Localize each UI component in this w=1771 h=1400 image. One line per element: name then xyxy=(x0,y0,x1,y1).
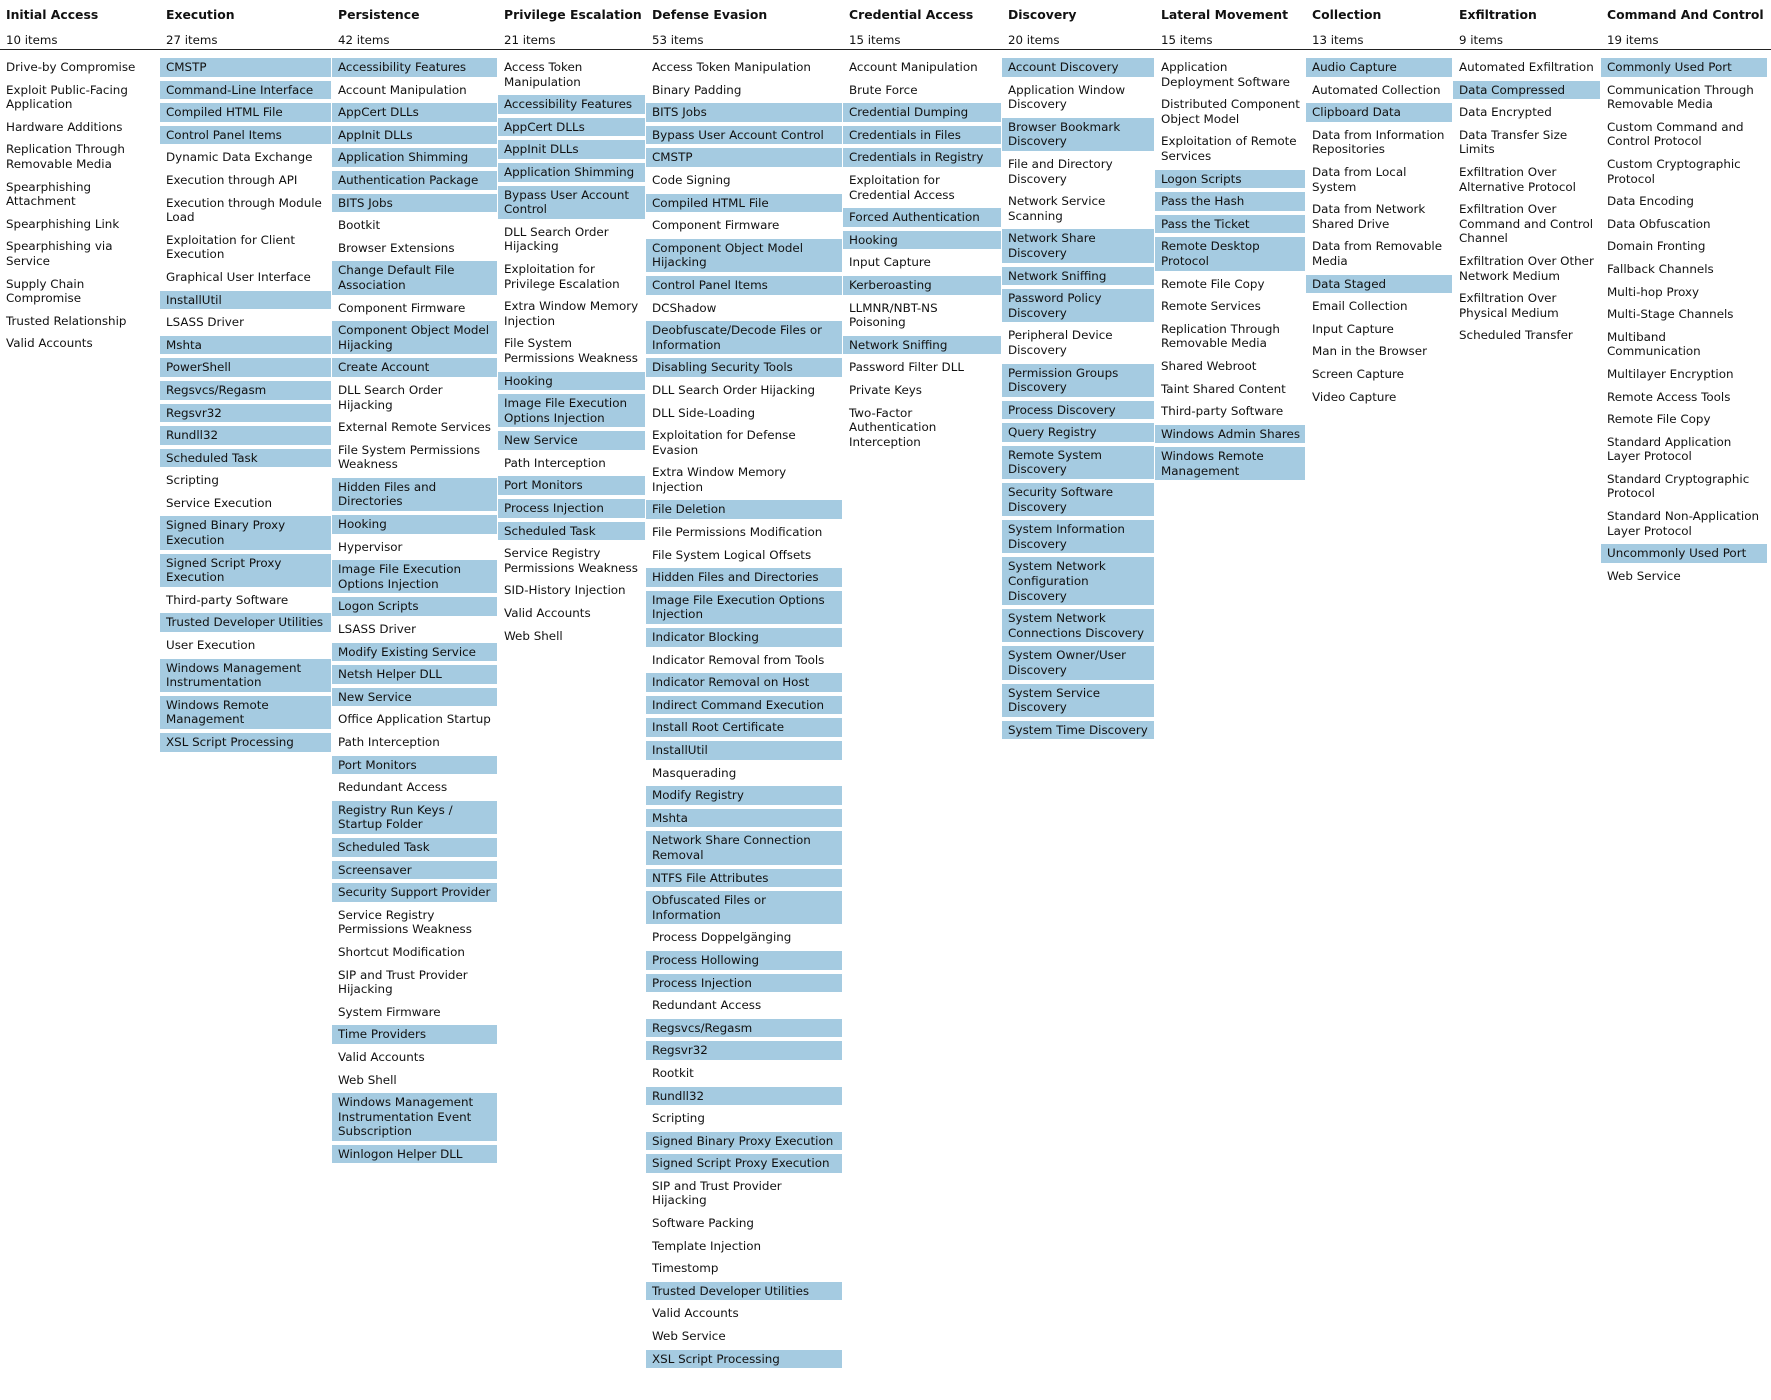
technique-cell[interactable]: Video Capture xyxy=(1312,389,1397,404)
technique-cell[interactable]: Exploitation for Defense Evasion xyxy=(652,428,796,457)
technique-cell[interactable]: DLL Side-Loading xyxy=(652,405,756,420)
technique-cell[interactable]: Shared Webroot xyxy=(1161,358,1257,373)
technique-list xyxy=(646,58,842,1372)
technique-cell-highlighted[interactable]: Process Discovery xyxy=(1002,401,1154,420)
technique-cell[interactable]: Data Transfer Size Limits xyxy=(1459,127,1568,157)
technique-cell[interactable]: Component Firmware xyxy=(338,300,466,315)
technique-cell[interactable]: SIP and Trust Provider Hijacking xyxy=(338,967,468,997)
technique-list xyxy=(1453,58,1600,349)
technique-cell[interactable]: Extra Window Memory Injection xyxy=(504,299,639,328)
technique-cell[interactable]: Code Signing xyxy=(652,172,731,187)
tactic-count: 15 items xyxy=(849,33,901,47)
technique-cell-highlighted[interactable]: AppCert DLLs xyxy=(332,103,497,122)
technique-cell[interactable]: Brute Force xyxy=(849,82,918,97)
technique-cell[interactable]: Execution through API xyxy=(166,172,298,187)
technique-cell[interactable]: Input Capture xyxy=(1312,321,1394,336)
technique-cell-highlighted[interactable]: Signed Script Proxy Execution xyxy=(646,1154,842,1173)
technique-cell-highlighted[interactable]: Process Injection xyxy=(498,499,645,518)
tactic-count: 20 items xyxy=(1008,33,1060,47)
technique-cell[interactable]: Standard Application Layer Protocol xyxy=(1607,434,1732,464)
technique-cell-highlighted[interactable]: NTFS File Attributes xyxy=(646,869,842,888)
tactic-count: 9 items xyxy=(1459,33,1504,47)
technique-cell[interactable]: Email Collection xyxy=(1312,299,1408,314)
technique-cell[interactable]: Exfiltration Over Alternative Protocol xyxy=(1459,164,1576,194)
tactic-title: Privilege Escalation xyxy=(504,7,642,22)
technique-cell-highlighted[interactable]: Query Registry xyxy=(1002,423,1154,442)
technique-cell[interactable]: Office Application Startup xyxy=(338,712,491,727)
technique-cell[interactable]: Input Capture xyxy=(849,255,931,270)
technique-cell[interactable]: Exploitation for Client Execution xyxy=(166,232,296,262)
technique-cell[interactable]: Access Token Manipulation xyxy=(504,60,583,89)
technique-cell-highlighted[interactable]: Application Shimming xyxy=(332,148,497,167)
tactic-count: 15 items xyxy=(1161,33,1213,47)
technique-cell-highlighted[interactable]: Winlogon Helper DLL xyxy=(332,1145,497,1164)
technique-list xyxy=(332,58,497,1167)
technique-cell[interactable]: Private Keys xyxy=(849,382,922,397)
technique-cell[interactable]: Web Shell xyxy=(338,1072,397,1087)
technique-cell[interactable]: Access Token Manipulation xyxy=(652,60,811,74)
tactic-title: Exfiltration xyxy=(1459,7,1537,22)
technique-cell-highlighted[interactable]: Regsvcs/Regasm xyxy=(646,1019,842,1038)
technique-cell[interactable]: Binary Padding xyxy=(652,82,742,97)
technique-cell[interactable]: Spearphishing Attachment xyxy=(6,179,92,209)
technique-cell-highlighted[interactable]: Hooking xyxy=(843,231,1001,250)
tactic-title: Discovery xyxy=(1008,7,1077,22)
technique-cell-highlighted[interactable]: Control Panel Items xyxy=(646,276,842,295)
technique-cell[interactable]: Password Filter DLL xyxy=(849,360,964,375)
technique-cell[interactable]: Template Injection xyxy=(652,1238,762,1253)
technique-cell[interactable]: File and Directory Discovery xyxy=(1008,156,1113,186)
technique-cell[interactable]: File Permissions Modification xyxy=(652,525,823,540)
technique-cell[interactable]: Screen Capture xyxy=(1312,366,1404,381)
technique-cell[interactable]: Remote Services xyxy=(1161,299,1261,314)
technique-cell-highlighted[interactable]: Bypass User Account Control xyxy=(498,186,645,219)
technique-cell-highlighted[interactable]: Rundll32 xyxy=(646,1087,842,1106)
technique-cell[interactable]: Exploitation for Privilege Escalation xyxy=(504,261,620,291)
tactic-count: 10 items xyxy=(6,33,58,47)
technique-cell[interactable]: LSASS Driver xyxy=(166,315,244,330)
header-divider xyxy=(0,49,1771,50)
technique-cell-highlighted[interactable]: System Service Discovery xyxy=(1002,684,1154,717)
technique-cell-highlighted[interactable]: Browser Bookmark Discovery xyxy=(1002,118,1154,151)
technique-cell[interactable]: Service Registry Permissions Weakness xyxy=(338,907,472,937)
technique-cell-highlighted[interactable]: Hooking xyxy=(332,515,497,534)
technique-cell[interactable]: Data from Removable Media xyxy=(1312,239,1443,268)
technique-cell-highlighted[interactable]: Scheduled Task xyxy=(332,838,497,857)
technique-cell-highlighted[interactable]: Remote Desktop Protocol xyxy=(1155,237,1305,270)
technique-cell[interactable]: Multilayer Encryption xyxy=(1607,366,1734,381)
technique-cell[interactable]: LLMNR/NBT-NS Poisoning xyxy=(849,300,938,330)
technique-list xyxy=(160,58,331,756)
technique-cell-highlighted[interactable]: System Network Connections Discovery xyxy=(1002,609,1154,642)
technique-cell-highlighted[interactable]: Indicator Removal on Host xyxy=(646,673,842,692)
technique-cell-highlighted[interactable]: Authentication Package xyxy=(332,171,497,190)
technique-cell[interactable]: Bootkit xyxy=(338,218,381,233)
technique-cell[interactable]: Data Obfuscation xyxy=(1607,216,1711,231)
technique-cell[interactable]: Standard Cryptographic Protocol xyxy=(1607,471,1750,501)
technique-cell-highlighted[interactable]: PowerShell xyxy=(160,358,331,377)
technique-cell[interactable]: Multi-hop Proxy xyxy=(1607,284,1700,299)
technique-cell[interactable]: Taint Shared Content xyxy=(1161,381,1286,396)
technique-cell[interactable]: Scripting xyxy=(652,1111,705,1126)
technique-cell-highlighted[interactable]: System Information Discovery xyxy=(1002,520,1154,553)
technique-cell[interactable]: Multiband Communication xyxy=(1607,329,1701,359)
technique-cell[interactable]: Valid Accounts xyxy=(652,1306,739,1321)
technique-cell[interactable]: Automated Collection xyxy=(1312,82,1441,97)
technique-cell-highlighted[interactable]: Scheduled Task xyxy=(498,522,645,541)
tactic-title: Execution xyxy=(166,7,235,22)
technique-cell-highlighted[interactable]: Pass the Ticket xyxy=(1155,215,1305,234)
technique-cell-highlighted[interactable]: BITS Jobs xyxy=(332,194,497,213)
technique-cell[interactable]: Timestomp xyxy=(652,1261,719,1276)
technique-cell[interactable]: Spearphishing Link xyxy=(6,216,120,231)
technique-cell-highlighted[interactable]: XSL Script Processing xyxy=(646,1350,842,1369)
technique-cell-highlighted[interactable]: Signed Binary Proxy Execution xyxy=(646,1132,842,1151)
tactic-count: 27 items xyxy=(166,33,218,47)
technique-cell-highlighted[interactable]: Commonly Used Port xyxy=(1601,58,1767,77)
technique-cell[interactable]: Peripheral Device Discovery xyxy=(1008,328,1113,357)
technique-cell[interactable]: Replication Through Removable Media xyxy=(6,142,125,171)
tactic-count: 53 items xyxy=(652,33,704,47)
tactic-title: Lateral Movement xyxy=(1161,7,1288,22)
tactic-count: 21 items xyxy=(504,33,556,47)
technique-cell-highlighted[interactable]: New Service xyxy=(332,688,497,707)
technique-list xyxy=(0,58,157,357)
technique-cell-highlighted[interactable]: Logon Scripts xyxy=(332,597,497,616)
technique-cell[interactable]: Man in the Browser xyxy=(1312,344,1427,359)
technique-cell[interactable]: Custom Command and Control Protocol xyxy=(1607,119,1744,149)
technique-cell-highlighted[interactable]: Hooking xyxy=(498,372,645,391)
technique-cell[interactable]: User Execution xyxy=(166,638,256,653)
technique-cell-highlighted[interactable]: Regsvr32 xyxy=(646,1041,842,1060)
technique-cell-highlighted[interactable]: Uncommonly Used Port xyxy=(1601,544,1767,563)
technique-cell[interactable]: Service Registry Permissions Weakness xyxy=(504,546,638,575)
technique-cell-highlighted[interactable]: Image File Execution Options Injection xyxy=(498,394,645,427)
technique-cell-highlighted[interactable]: Credentials in Registry xyxy=(843,148,1001,167)
technique-cell-highlighted[interactable]: Disabling Security Tools xyxy=(646,358,842,377)
technique-cell-highlighted[interactable]: AppInit DLLs xyxy=(498,140,645,159)
technique-cell-highlighted[interactable]: Rundll32 xyxy=(160,426,331,445)
tactic-count: 42 items xyxy=(338,33,390,47)
technique-cell-highlighted[interactable]: Security Software Discovery xyxy=(1002,483,1154,516)
technique-cell-highlighted[interactable]: Remote System Discovery xyxy=(1002,446,1154,479)
technique-cell[interactable]: Third-party Software xyxy=(1161,404,1284,419)
technique-cell-highlighted[interactable]: Process Injection xyxy=(646,974,842,993)
technique-cell[interactable]: SID-History Injection xyxy=(504,583,626,598)
technique-cell-highlighted[interactable]: Windows Remote Management xyxy=(1155,447,1305,480)
tactic-count: 19 items xyxy=(1607,33,1659,47)
technique-cell[interactable]: DCShadow xyxy=(652,300,717,315)
technique-cell[interactable]: Remote File Copy xyxy=(1161,276,1265,291)
tactic-title: Defense Evasion xyxy=(652,7,768,22)
technique-cell-highlighted[interactable]: Modify Registry xyxy=(646,786,842,805)
technique-cell-highlighted[interactable]: Mshta xyxy=(160,336,331,355)
technique-cell[interactable]: Browser Extensions xyxy=(338,240,455,255)
technique-cell[interactable]: Data Encrypted xyxy=(1459,105,1552,120)
technique-cell-highlighted[interactable]: Network Sniffing xyxy=(1002,267,1154,286)
technique-list xyxy=(1601,58,1767,589)
technique-cell-highlighted[interactable]: Account Discovery xyxy=(1002,58,1154,77)
technique-cell-highlighted[interactable]: Data Staged xyxy=(1306,275,1452,294)
technique-cell-highlighted[interactable]: Clipboard Data xyxy=(1306,103,1452,122)
technique-cell[interactable]: Remote Access Tools xyxy=(1607,389,1731,404)
technique-cell-highlighted[interactable]: Indicator Blocking xyxy=(646,628,842,647)
technique-cell-highlighted[interactable]: Credential Dumping xyxy=(843,103,1001,122)
technique-cell[interactable]: Component Firmware xyxy=(652,218,780,233)
technique-cell-highlighted[interactable]: Port Monitors xyxy=(332,756,497,775)
technique-cell-highlighted[interactable]: Regsvr32 xyxy=(160,404,331,423)
technique-cell[interactable]: Path Interception xyxy=(338,735,440,749)
technique-list xyxy=(1002,58,1154,743)
technique-cell-highlighted[interactable]: Time Providers xyxy=(332,1025,497,1044)
technique-cell[interactable]: External Remote Services xyxy=(338,420,491,435)
technique-cell[interactable]: Service Execution xyxy=(166,495,273,510)
technique-cell[interactable]: LSASS Driver xyxy=(338,622,416,637)
technique-cell[interactable]: Hardware Additions xyxy=(6,119,123,134)
technique-cell-highlighted[interactable]: Hidden Files and Directories xyxy=(332,478,497,511)
technique-cell-highlighted[interactable]: Windows Remote Management xyxy=(160,696,331,729)
technique-cell[interactable]: Indicator Removal from Tools xyxy=(652,652,825,667)
tactic-title: Initial Access xyxy=(6,7,99,22)
technique-cell[interactable]: Shortcut Modification xyxy=(338,944,465,959)
technique-cell-highlighted[interactable]: Scheduled Task xyxy=(160,449,331,468)
technique-cell[interactable]: Scripting xyxy=(166,473,219,488)
technique-cell-highlighted[interactable]: Registry Run Keys / Startup Folder xyxy=(332,801,497,834)
technique-cell-highlighted[interactable]: Indirect Command Execution xyxy=(646,696,842,715)
technique-cell-highlighted[interactable]: Trusted Developer Utilities xyxy=(160,613,331,632)
technique-cell[interactable]: Standard Non-Application Layer Protocol xyxy=(1607,509,1760,538)
technique-cell-highlighted[interactable]: Image File Execution Options Injection xyxy=(332,560,497,593)
technique-cell[interactable]: Graphical User Interface xyxy=(166,269,311,284)
technique-cell-highlighted[interactable]: Image File Execution Options Injection xyxy=(646,591,842,624)
technique-cell[interactable]: Exploitation for Credential Access xyxy=(849,172,955,202)
technique-cell[interactable]: System Firmware xyxy=(338,1004,441,1019)
technique-cell-highlighted[interactable]: Install Root Certificate xyxy=(646,718,842,737)
technique-cell-highlighted[interactable]: Windows Management Instrumentation xyxy=(160,659,331,692)
technique-cell[interactable]: DLL Search Order Hijacking xyxy=(338,382,443,412)
technique-cell[interactable]: Extra Window Memory Injection xyxy=(652,465,787,494)
technique-cell-highlighted[interactable]: Application Shimming xyxy=(498,163,645,182)
technique-cell[interactable]: Remote File Copy xyxy=(1607,412,1711,427)
technique-cell[interactable]: Valid Accounts xyxy=(504,606,591,621)
technique-cell-highlighted[interactable]: InstallUtil xyxy=(646,741,842,760)
technique-cell[interactable]: Fallback Channels xyxy=(1607,261,1714,276)
technique-cell[interactable]: Multi-Stage Channels xyxy=(1607,307,1734,322)
technique-cell-highlighted[interactable]: Permission Groups Discovery xyxy=(1002,364,1154,397)
technique-cell[interactable]: Exploitation of Remote Services xyxy=(1161,134,1297,163)
technique-cell[interactable]: Third-party Software xyxy=(166,592,289,607)
technique-list xyxy=(843,58,1001,455)
technique-cell-highlighted[interactable]: Signed Script Proxy Execution xyxy=(160,554,331,587)
technique-cell-highlighted[interactable]: System Time Discovery xyxy=(1002,721,1154,740)
technique-cell-highlighted[interactable]: Network Share Discovery xyxy=(1002,229,1154,262)
technique-cell[interactable]: Valid Accounts xyxy=(6,336,93,351)
technique-cell-highlighted[interactable]: Regsvcs/Regasm xyxy=(160,381,331,400)
technique-cell[interactable]: Application Window Discovery xyxy=(1008,82,1126,112)
technique-cell-highlighted[interactable]: Accessibility Features xyxy=(332,58,497,77)
technique-cell[interactable]: Rootkit xyxy=(652,1065,694,1080)
technique-cell-highlighted[interactable]: File Deletion xyxy=(646,500,842,519)
technique-cell-highlighted[interactable]: CMSTP xyxy=(646,148,842,167)
technique-cell-highlighted[interactable]: Trusted Developer Utilities xyxy=(646,1282,842,1301)
technique-cell-highlighted[interactable]: Create Account xyxy=(332,358,497,377)
technique-cell-highlighted[interactable]: InstallUtil xyxy=(160,291,331,310)
technique-cell-highlighted[interactable]: Command-Line Interface xyxy=(160,81,331,100)
technique-cell-highlighted[interactable]: System Owner/User Discovery xyxy=(1002,646,1154,679)
technique-cell[interactable]: Web Service xyxy=(1607,568,1681,583)
technique-cell[interactable]: Two-Factor Authentication Interception xyxy=(849,405,937,449)
technique-cell[interactable]: SIP and Trust Provider Hijacking xyxy=(652,1178,782,1208)
technique-cell[interactable]: Software Packing xyxy=(652,1216,754,1231)
technique-cell-highlighted[interactable]: Data Compressed xyxy=(1453,81,1600,100)
technique-cell[interactable]: Exfiltration Over Physical Medium xyxy=(1459,291,1559,320)
technique-cell[interactable]: Data Encoding xyxy=(1607,194,1694,209)
technique-cell-highlighted[interactable]: Deobfuscate/Decode Files or Information xyxy=(646,321,842,354)
technique-cell-highlighted[interactable]: Network Share Connection Removal xyxy=(646,831,842,864)
technique-cell-highlighted[interactable]: Logon Scripts xyxy=(1155,170,1305,189)
technique-cell[interactable]: Valid Accounts xyxy=(338,1049,425,1064)
tactic-title: Collection xyxy=(1312,7,1382,22)
technique-cell-highlighted[interactable]: Accessibility Features xyxy=(498,95,645,114)
technique-cell[interactable]: Scheduled Transfer xyxy=(1459,328,1573,343)
technique-cell-highlighted[interactable]: Kerberoasting xyxy=(843,276,1001,295)
technique-cell[interactable]: Hypervisor xyxy=(338,539,403,554)
technique-cell[interactable]: Communication Through Removable Media xyxy=(1607,82,1754,112)
technique-cell[interactable]: Dynamic Data Exchange xyxy=(166,150,313,165)
technique-cell[interactable]: Process Doppelgänging xyxy=(652,930,792,945)
technique-cell[interactable]: Masquerading xyxy=(652,765,737,780)
technique-cell-highlighted[interactable]: System Network Configuration Discovery xyxy=(1002,557,1154,605)
technique-cell-highlighted[interactable]: Password Policy Discovery xyxy=(1002,289,1154,322)
tactic-title: Command And Control xyxy=(1607,7,1764,22)
technique-cell-highlighted[interactable]: Audio Capture xyxy=(1306,58,1452,77)
technique-cell-highlighted[interactable]: Port Monitors xyxy=(498,476,645,495)
technique-cell[interactable]: Replication Through Removable Media xyxy=(1161,321,1280,351)
technique-cell-highlighted[interactable]: XSL Script Processing xyxy=(160,733,331,752)
technique-cell[interactable]: Exfiltration Over Command and Control Channel xyxy=(1459,202,1594,246)
technique-cell-highlighted[interactable]: Pass the Hash xyxy=(1155,192,1305,211)
technique-cell-highlighted[interactable]: Compiled HTML File xyxy=(646,194,842,213)
tactic-count: 13 items xyxy=(1312,33,1364,47)
technique-cell[interactable]: Drive-by Compromise xyxy=(6,60,136,74)
technique-cell[interactable]: Web Shell xyxy=(504,628,563,643)
technique-cell[interactable]: Exploit Public-Facing Application xyxy=(6,82,128,112)
technique-list xyxy=(1155,58,1305,484)
technique-cell-highlighted[interactable]: BITS Jobs xyxy=(646,103,842,122)
technique-cell-highlighted[interactable]: Windows Management Instrumentation Event Subscription xyxy=(332,1093,497,1141)
technique-cell[interactable]: Spearphishing via Service xyxy=(6,239,113,268)
technique-list xyxy=(498,58,645,649)
technique-cell-highlighted[interactable]: Mshta xyxy=(646,809,842,828)
tactic-title: Persistence xyxy=(338,7,420,22)
technique-cell[interactable]: Custom Cryptographic Protocol xyxy=(1607,156,1741,186)
technique-cell[interactable]: Data from Local System xyxy=(1312,164,1407,194)
technique-cell[interactable]: Application Deployment Software xyxy=(1161,60,1290,89)
technique-cell[interactable]: Domain Fronting xyxy=(1607,239,1706,254)
technique-cell-highlighted[interactable]: Security Support Provider xyxy=(332,883,497,902)
technique-cell[interactable]: Account Manipulation xyxy=(338,82,467,97)
technique-cell-highlighted[interactable]: AppCert DLLs xyxy=(498,118,645,137)
technique-cell[interactable]: File System Permissions Weakness xyxy=(504,336,638,365)
technique-cell[interactable]: DLL Search Order Hijacking xyxy=(504,224,609,254)
technique-cell[interactable]: Automated Exfiltration xyxy=(1459,60,1594,74)
technique-cell[interactable]: File System Logical Offsets xyxy=(652,547,812,562)
technique-cell-highlighted[interactable]: Forced Authentication xyxy=(843,208,1001,227)
technique-cell[interactable]: Web Service xyxy=(652,1329,726,1344)
technique-cell[interactable]: Distributed Component Object Model xyxy=(1161,97,1300,126)
technique-cell[interactable]: DLL Search Order Hijacking xyxy=(652,382,816,397)
technique-cell-highlighted[interactable]: Compiled HTML File xyxy=(160,103,331,122)
technique-cell[interactable]: Data from Network Shared Drive xyxy=(1312,202,1426,231)
technique-cell-highlighted[interactable]: CMSTP xyxy=(160,58,331,77)
technique-cell[interactable]: Redundant Access xyxy=(652,998,762,1013)
technique-cell-highlighted[interactable]: Credentials in Files xyxy=(843,126,1001,145)
technique-cell[interactable]: Network Service Scanning xyxy=(1008,194,1106,223)
technique-cell-highlighted[interactable]: New Service xyxy=(498,431,645,450)
technique-cell[interactable]: File System Permissions Weakness xyxy=(338,442,481,472)
technique-cell-highlighted[interactable]: Component Object Model Hijacking xyxy=(332,321,497,354)
technique-cell[interactable]: Execution through Module Load xyxy=(166,195,322,225)
technique-cell[interactable]: Supply Chain Compromise xyxy=(6,276,85,306)
technique-cell-highlighted[interactable]: Control Panel Items xyxy=(160,126,331,145)
technique-cell-highlighted[interactable]: Signed Binary Proxy Execution xyxy=(160,516,331,549)
technique-cell-highlighted[interactable]: Windows Admin Shares xyxy=(1155,425,1305,444)
technique-cell[interactable]: Exfiltration Over Other Network Medium xyxy=(1459,253,1594,283)
technique-cell-highlighted[interactable]: Netsh Helper DLL xyxy=(332,665,497,684)
technique-cell-highlighted[interactable]: Component Object Model Hijacking xyxy=(646,239,842,272)
technique-cell[interactable]: Account Manipulation xyxy=(849,60,978,74)
technique-cell[interactable]: Trusted Relationship xyxy=(6,313,127,328)
technique-cell-highlighted[interactable]: Modify Existing Service xyxy=(332,643,497,662)
technique-cell-highlighted[interactable]: AppInit DLLs xyxy=(332,126,497,145)
technique-list xyxy=(1306,58,1452,410)
technique-cell-highlighted[interactable]: Screensaver xyxy=(332,861,497,880)
technique-cell-highlighted[interactable]: Process Hollowing xyxy=(646,951,842,970)
technique-cell-highlighted[interactable]: Obfuscated Files or Information xyxy=(646,891,842,924)
technique-cell-highlighted[interactable]: Network Sniffing xyxy=(843,336,1001,355)
technique-cell[interactable]: Redundant Access xyxy=(338,780,448,795)
technique-cell-highlighted[interactable]: Change Default File Association xyxy=(332,261,497,294)
technique-cell[interactable]: Data from Information Repositories xyxy=(1312,127,1445,157)
technique-cell-highlighted[interactable]: Bypass User Account Control xyxy=(646,126,842,145)
technique-cell[interactable]: Path Interception xyxy=(504,455,606,470)
tactic-title: Credential Access xyxy=(849,7,974,22)
technique-cell-highlighted[interactable]: Hidden Files and Directories xyxy=(646,568,842,587)
